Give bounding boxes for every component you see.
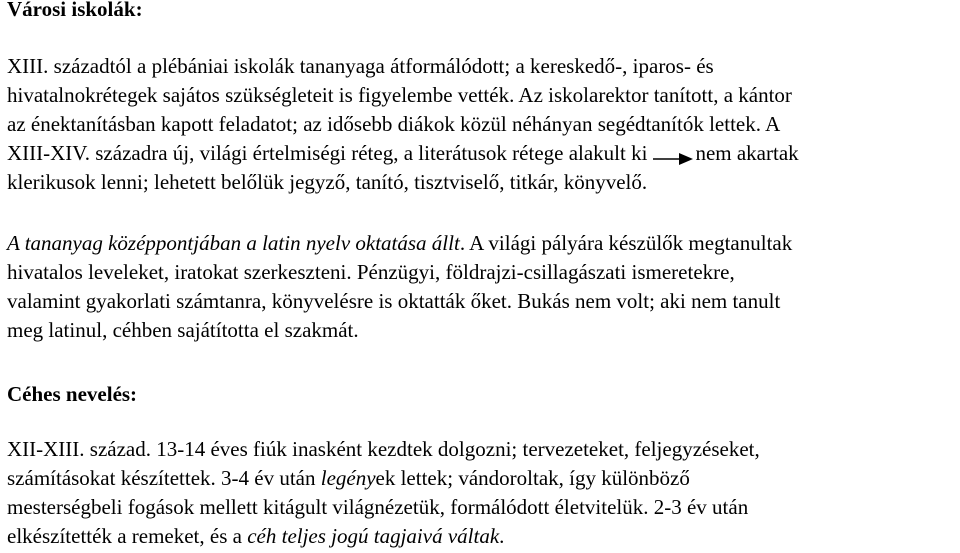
text-line: hivatalnokrétegek sajátos szükségleteit is figyelembe vették. Az iskolarektor tanított, a kántor: [7, 83, 792, 107]
text-segment: elkészítették a remeket, és a: [7, 524, 248, 548]
text-line: az énektanításban kapott feladatot; az idősebb diákok közül néhányan segédtanítók lettek. A: [7, 112, 781, 136]
heading-varosi-iskolak: Városi iskolák:: [7, 0, 143, 21]
text-line-with-arrow: [7, 139, 799, 168]
text-segment: ek lettek; vándoroltak, így különböző: [375, 466, 690, 490]
text-line: meg latinul, céhben sajátította el szakmát.: [7, 318, 359, 342]
text-line: XIII. századtól a plébániai iskolák tananyaga átformálódott; a kereskedő-, iparos- és: [7, 54, 714, 78]
text-segment: nem akartak: [695, 141, 799, 165]
text-line: [7, 522, 760, 551]
text-segment: XIII-XIV. századra új, világi értelmiségi réteg, a literátusok rétege alakult ki: [7, 141, 648, 165]
italic-text: céh teljes jogú tagjaivá váltak: [247, 524, 500, 548]
text-line: hivatalos leveleket, iratokat szerkeszteni. Pénzügyi, földrajzi-csillagászati ismeretekre,: [7, 260, 735, 284]
paragraph-cehes: [7, 435, 760, 551]
heading-cehes-neveles: Céhes nevelés:: [7, 382, 138, 406]
text-segment: .: [499, 524, 505, 548]
text-line: mesterségbeli fogások mellett kitágult világnézetük, formálódott életvitelük. 2-3 év után: [7, 495, 749, 519]
italic-text: legény: [320, 466, 376, 490]
italic-text: A tananyag középpontjában a latin nyelv oktatása állt: [7, 231, 460, 255]
text-segment: . A világi pályára készülők megtanultak: [459, 231, 793, 255]
text-line: valamint gyakorlati számtanra, könyvelésre is oktatták őket. Bukás nem volt; aki nem tanult: [7, 289, 781, 313]
text-segment: számításokat készítettek. 3-4 év után: [7, 466, 321, 490]
paragraph-varosi-2: [7, 229, 792, 345]
text-line: klerikusok lenni; lehetett belőlük jegyző, tanító, tisztviselő, titkár, könyvelő.: [7, 170, 648, 194]
right-arrow-icon: [653, 145, 693, 159]
paragraph-varosi-1: [7, 52, 799, 197]
text-line: [7, 464, 760, 493]
text-line: [7, 229, 792, 258]
text-line: XII-XIII. század. 13-14 éves fiúk inasként kezdtek dolgozni; tervezeteket, feljegyzéseket,: [7, 437, 760, 461]
